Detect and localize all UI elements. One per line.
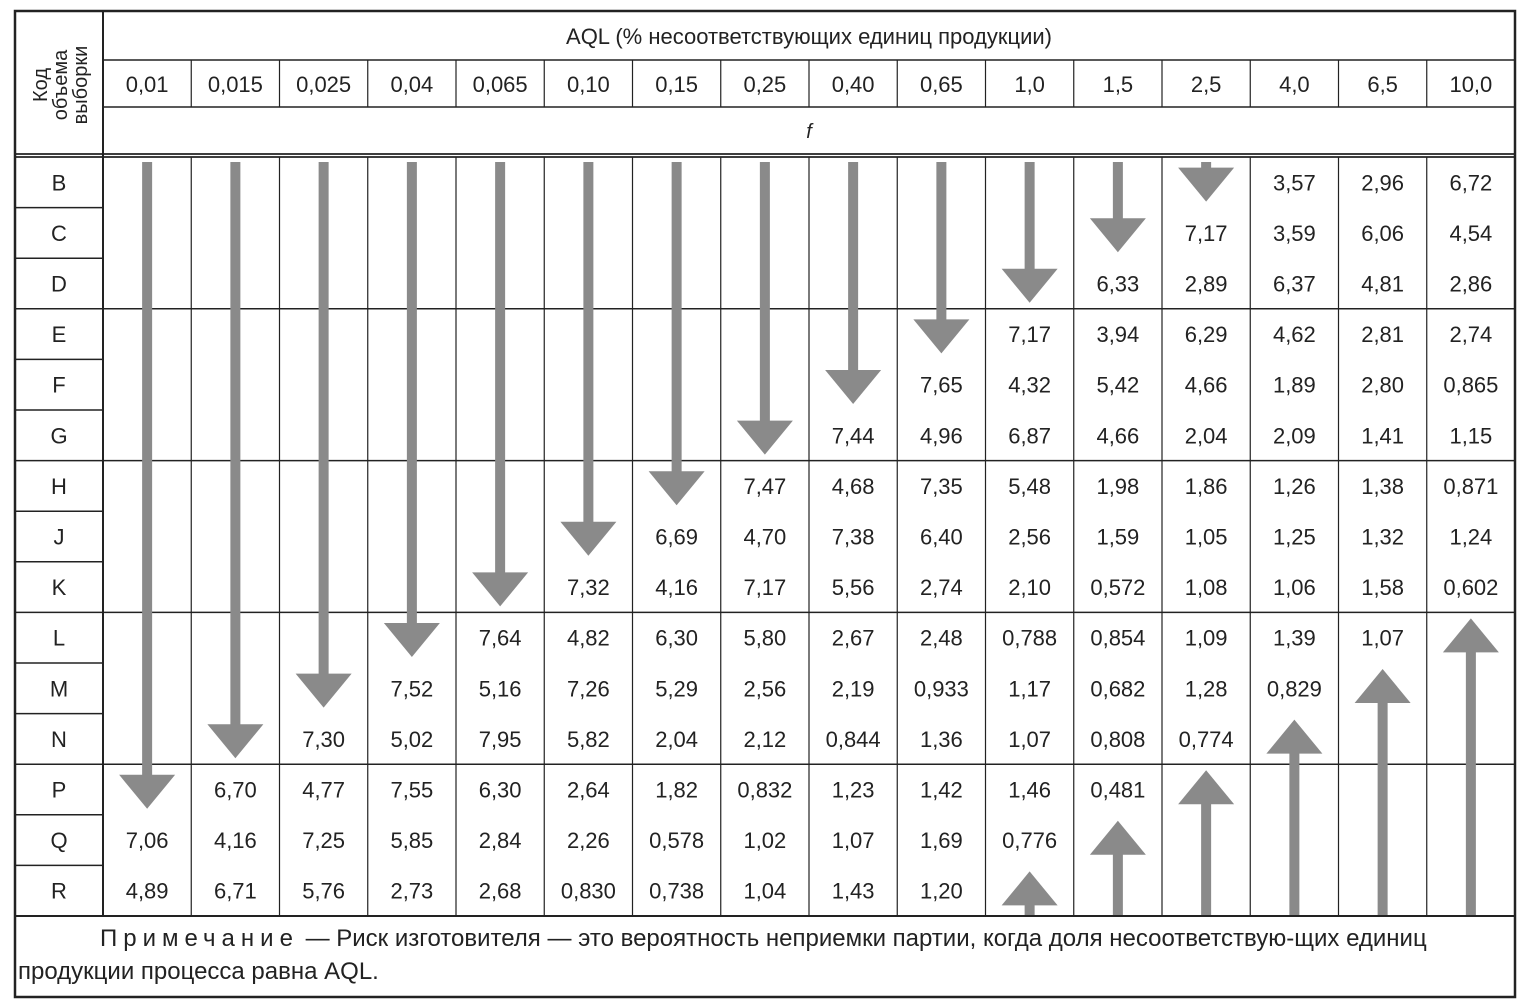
up-arrow-stem bbox=[1466, 651, 1476, 915]
cell-J-14: 1,32 bbox=[1361, 524, 1405, 550]
cell-R-4: 2,68 bbox=[478, 878, 522, 904]
cell-N-5: 5,82 bbox=[566, 726, 610, 752]
cell-N-12: 0,774 bbox=[1178, 726, 1234, 752]
cell-P-4: 6,30 bbox=[478, 777, 522, 803]
row-code-D: D bbox=[51, 271, 67, 297]
cell-F-10: 4,32 bbox=[1008, 372, 1052, 398]
cell-M-13: 0,829 bbox=[1266, 676, 1322, 702]
down-arrow-head bbox=[649, 471, 705, 505]
cell-Q-6: 0,578 bbox=[649, 828, 705, 854]
cell-M-10: 1,17 bbox=[1008, 676, 1052, 702]
cell-H-10: 5,48 bbox=[1008, 473, 1052, 499]
row-code-N: N bbox=[51, 726, 67, 752]
aql-value-4: 0,065 bbox=[472, 72, 528, 97]
table-note bbox=[18, 922, 1512, 988]
cell-P-8: 1,23 bbox=[831, 777, 875, 803]
cell-L-8: 2,67 bbox=[831, 625, 875, 651]
cell-R-7: 1,04 bbox=[743, 878, 787, 904]
cell-K-13: 1,06 bbox=[1272, 575, 1316, 601]
row-code-B: B bbox=[51, 170, 67, 196]
down-arrow-head bbox=[1090, 218, 1146, 252]
cell-L-14: 1,07 bbox=[1361, 625, 1405, 651]
cell-E-13: 4,62 bbox=[1272, 322, 1316, 348]
cell-E-14: 2,81 bbox=[1361, 322, 1405, 348]
cell-Q-9: 1,69 bbox=[919, 828, 963, 854]
up-arrow-stem bbox=[1289, 753, 1299, 915]
cell-P-1: 6,70 bbox=[213, 777, 257, 803]
aql-value-1: 0,015 bbox=[207, 72, 263, 97]
cell-N-3: 5,02 bbox=[390, 726, 434, 752]
cell-P-10: 1,46 bbox=[1008, 777, 1052, 803]
row-code-C: C bbox=[51, 220, 67, 246]
cell-K-12: 1,08 bbox=[1184, 575, 1228, 601]
cell-L-4: 7,64 bbox=[478, 625, 522, 651]
cell-Q-1: 4,16 bbox=[213, 828, 257, 854]
note-label: Примечание bbox=[100, 925, 299, 952]
down-arrow-head bbox=[560, 522, 616, 556]
cell-R-2: 5,76 bbox=[302, 878, 346, 904]
aql-value-6: 0,15 bbox=[655, 72, 699, 97]
down-arrow-head bbox=[913, 319, 969, 353]
up-arrow-head bbox=[1002, 871, 1058, 905]
down-arrow-stem bbox=[142, 162, 152, 776]
down-arrow-stem bbox=[1113, 162, 1123, 219]
cell-M-11: 0,682 bbox=[1090, 676, 1146, 702]
cell-Q-10: 0,776 bbox=[1002, 828, 1058, 854]
cell-Q-5: 2,26 bbox=[566, 828, 610, 854]
row-code-Q: Q bbox=[50, 828, 68, 854]
up-arrow-stem bbox=[1113, 854, 1123, 915]
cell-C-15: 4,54 bbox=[1449, 220, 1493, 246]
row-code-L: L bbox=[52, 625, 66, 651]
up-arrow-head bbox=[1355, 669, 1411, 703]
cell-N-11: 0,808 bbox=[1090, 726, 1146, 752]
cell-H-8: 4,68 bbox=[831, 473, 875, 499]
aql-value-13: 4,0 bbox=[1279, 72, 1310, 97]
cell-H-13: 1,26 bbox=[1272, 473, 1316, 499]
cell-J-9: 6,40 bbox=[919, 524, 963, 550]
row-code-P: P bbox=[51, 777, 67, 803]
cell-H-15: 0,871 bbox=[1443, 473, 1499, 499]
cell-M-6: 5,29 bbox=[655, 676, 699, 702]
cell-G-14: 1,41 bbox=[1361, 423, 1405, 449]
cell-D-14: 4,81 bbox=[1361, 271, 1405, 297]
cell-L-13: 1,39 bbox=[1272, 625, 1316, 651]
cell-L-10: 0,788 bbox=[1002, 625, 1058, 651]
cell-K-10: 2,10 bbox=[1008, 575, 1052, 601]
cell-F-9: 7,65 bbox=[919, 372, 963, 398]
cell-R-1: 6,71 bbox=[213, 878, 257, 904]
cell-N-9: 1,36 bbox=[919, 726, 963, 752]
cell-L-12: 1,09 bbox=[1184, 625, 1228, 651]
aql-value-12: 2,5 bbox=[1190, 72, 1222, 97]
row-code-K: K bbox=[51, 575, 67, 601]
cell-Q-7: 1,02 bbox=[743, 828, 787, 854]
cell-F-14: 2,80 bbox=[1361, 372, 1405, 398]
cell-Q-3: 5,85 bbox=[390, 828, 434, 854]
row-code-J: J bbox=[53, 524, 65, 550]
cell-R-0: 4,89 bbox=[125, 878, 169, 904]
cell-P-7: 0,832 bbox=[737, 777, 793, 803]
aql-value-10: 1,0 bbox=[1014, 72, 1045, 97]
cell-H-9: 7,35 bbox=[919, 473, 963, 499]
cell-M-12: 1,28 bbox=[1184, 676, 1228, 702]
cell-G-9: 4,96 bbox=[919, 423, 963, 449]
down-arrow-stem bbox=[319, 162, 329, 675]
cell-G-11: 4,66 bbox=[1096, 423, 1140, 449]
up-arrow-head bbox=[1443, 618, 1499, 652]
down-arrow-stem bbox=[407, 162, 417, 624]
cell-G-13: 2,09 bbox=[1272, 423, 1316, 449]
cell-H-11: 1,98 bbox=[1096, 473, 1140, 499]
cell-R-6: 0,738 bbox=[649, 878, 705, 904]
code-header-line: Код bbox=[30, 67, 52, 103]
cell-E-12: 6,29 bbox=[1184, 322, 1228, 348]
aql-value-0: 0,01 bbox=[125, 72, 169, 97]
cell-P-9: 1,42 bbox=[919, 777, 963, 803]
cell-L-9: 2,48 bbox=[919, 625, 963, 651]
up-arrow-head bbox=[1266, 720, 1322, 754]
cell-F-11: 5,42 bbox=[1096, 372, 1140, 398]
row-code-R: R bbox=[51, 878, 67, 904]
cell-K-9: 2,74 bbox=[919, 575, 963, 601]
cell-L-5: 4,82 bbox=[566, 625, 610, 651]
up-arrow-stem bbox=[1201, 803, 1211, 915]
down-arrow-head bbox=[737, 421, 793, 455]
down-arrow-head bbox=[119, 775, 175, 809]
cell-L-6: 6,30 bbox=[655, 625, 699, 651]
cell-G-8: 7,44 bbox=[831, 423, 875, 449]
cell-B-15: 6,72 bbox=[1449, 170, 1493, 196]
cell-Q-8: 1,07 bbox=[831, 828, 875, 854]
cell-G-15: 1,15 bbox=[1449, 423, 1493, 449]
aql-value-8: 0,40 bbox=[831, 72, 875, 97]
note-text: — Риск изготовителя — это вероятность неприемки партии, когда доля несоответствую-щих единиц продукции процесса равна AQL. bbox=[18, 925, 1427, 985]
aql-value-9: 0,65 bbox=[919, 72, 963, 97]
up-arrow-stem bbox=[1025, 904, 1035, 915]
cell-K-14: 1,58 bbox=[1361, 575, 1405, 601]
down-arrow-stem bbox=[760, 162, 770, 422]
aql-value-15: 10,0 bbox=[1449, 72, 1493, 97]
cell-N-4: 7,95 bbox=[478, 726, 522, 752]
cell-N-2: 7,30 bbox=[302, 726, 346, 752]
aql-value-11: 1,5 bbox=[1102, 72, 1134, 97]
cell-P-11: 0,481 bbox=[1090, 777, 1146, 803]
down-arrow-head bbox=[207, 724, 263, 758]
cell-E-15: 2,74 bbox=[1449, 322, 1493, 348]
cell-J-7: 4,70 bbox=[743, 524, 787, 550]
cell-B-14: 2,96 bbox=[1361, 170, 1405, 196]
cell-R-9: 1,20 bbox=[919, 878, 963, 904]
cell-D-13: 6,37 bbox=[1272, 271, 1316, 297]
down-arrow-head bbox=[1178, 168, 1234, 202]
cell-N-10: 1,07 bbox=[1008, 726, 1052, 752]
down-arrow-stem bbox=[672, 162, 682, 472]
aql-value-14: 6,5 bbox=[1367, 72, 1398, 97]
cell-J-12: 1,05 bbox=[1184, 524, 1228, 550]
row-code-F: F bbox=[52, 372, 66, 398]
cell-G-10: 6,87 bbox=[1008, 423, 1052, 449]
cell-P-6: 1,82 bbox=[655, 777, 699, 803]
row-code-H: H bbox=[51, 473, 67, 499]
cell-M-3: 7,52 bbox=[390, 676, 434, 702]
cell-M-9: 0,933 bbox=[913, 676, 969, 702]
cell-K-5: 7,32 bbox=[566, 575, 610, 601]
down-arrow-stem bbox=[936, 162, 946, 320]
cell-D-12: 2,89 bbox=[1184, 271, 1228, 297]
code-header-line: выборки bbox=[70, 45, 92, 125]
cell-C-13: 3,59 bbox=[1272, 220, 1316, 246]
cell-J-11: 1,59 bbox=[1096, 524, 1140, 550]
cell-Q-4: 2,84 bbox=[478, 828, 522, 854]
cell-P-3: 7,55 bbox=[390, 777, 434, 803]
cell-C-14: 6,06 bbox=[1361, 220, 1405, 246]
code-header-line: объема bbox=[50, 49, 72, 121]
cell-E-10: 7,17 bbox=[1008, 322, 1052, 348]
cell-Q-0: 7,06 bbox=[125, 828, 169, 854]
cell-M-8: 2,19 bbox=[831, 676, 875, 702]
aql-value-5: 0,10 bbox=[566, 72, 610, 97]
cell-H-7: 7,47 bbox=[743, 473, 787, 499]
cell-H-14: 1,38 bbox=[1361, 473, 1405, 499]
up-arrow-head bbox=[1178, 770, 1234, 804]
cell-J-13: 1,25 bbox=[1272, 524, 1316, 550]
aql-value-7: 0,25 bbox=[743, 72, 787, 97]
cell-J-8: 7,38 bbox=[831, 524, 875, 550]
cell-L-11: 0,854 bbox=[1090, 625, 1146, 651]
cell-N-6: 2,04 bbox=[655, 726, 699, 752]
down-arrow-stem bbox=[1025, 162, 1035, 270]
down-arrow-stem bbox=[848, 162, 858, 371]
cell-K-11: 0,572 bbox=[1090, 575, 1146, 601]
cell-K-6: 4,16 bbox=[655, 575, 699, 601]
cell-R-8: 1,43 bbox=[831, 878, 875, 904]
cell-D-11: 6,33 bbox=[1096, 271, 1140, 297]
cell-J-15: 1,24 bbox=[1449, 524, 1493, 550]
cell-R-3: 2,73 bbox=[390, 878, 434, 904]
cell-Q-2: 7,25 bbox=[302, 828, 346, 854]
cell-M-4: 5,16 bbox=[478, 676, 522, 702]
down-arrow-head bbox=[825, 370, 881, 404]
code-header bbox=[30, 46, 92, 125]
cell-J-6: 6,69 bbox=[655, 524, 699, 550]
cell-R-5: 0,830 bbox=[560, 878, 616, 904]
row-code-M: M bbox=[49, 676, 69, 702]
down-arrow-stem bbox=[495, 162, 505, 573]
cell-M-7: 2,56 bbox=[743, 676, 787, 702]
cell-F-15: 0,865 bbox=[1443, 372, 1499, 398]
cell-P-2: 4,77 bbox=[302, 777, 346, 803]
row-code-E: E bbox=[51, 322, 67, 348]
down-arrow-head bbox=[384, 623, 440, 657]
cell-N-8: 0,844 bbox=[825, 726, 881, 752]
up-arrow-stem bbox=[1378, 702, 1388, 915]
cell-C-12: 7,17 bbox=[1184, 220, 1228, 246]
down-arrow-stem bbox=[583, 162, 593, 523]
down-arrow-head bbox=[472, 572, 528, 606]
aql-value-2: 0,025 bbox=[296, 72, 352, 97]
cell-L-7: 5,80 bbox=[743, 625, 787, 651]
cell-F-12: 4,66 bbox=[1184, 372, 1228, 398]
cell-K-15: 0,602 bbox=[1443, 575, 1499, 601]
cell-G-12: 2,04 bbox=[1184, 423, 1228, 449]
down-arrow-stem bbox=[230, 162, 240, 725]
cell-K-8: 5,56 bbox=[831, 575, 875, 601]
down-arrow-head bbox=[296, 674, 352, 708]
down-arrow-head bbox=[1002, 269, 1058, 303]
cell-J-10: 2,56 bbox=[1008, 524, 1052, 550]
cell-D-15: 2,86 bbox=[1449, 271, 1493, 297]
cell-M-5: 7,26 bbox=[566, 676, 610, 702]
cell-P-5: 2,64 bbox=[566, 777, 610, 803]
aql-title: AQL (% несоответствующих единиц продукции) bbox=[566, 24, 1052, 49]
cell-K-7: 7,17 bbox=[743, 575, 787, 601]
f-label: f bbox=[806, 121, 812, 143]
cell-N-7: 2,12 bbox=[743, 726, 787, 752]
cell-F-13: 1,89 bbox=[1272, 372, 1316, 398]
cell-E-11: 3,94 bbox=[1096, 322, 1140, 348]
aql-value-3: 0,04 bbox=[390, 72, 434, 97]
row-code-G: G bbox=[50, 423, 68, 449]
cell-H-12: 1,86 bbox=[1184, 473, 1228, 499]
up-arrow-head bbox=[1090, 821, 1146, 855]
cell-B-13: 3,57 bbox=[1272, 170, 1316, 196]
